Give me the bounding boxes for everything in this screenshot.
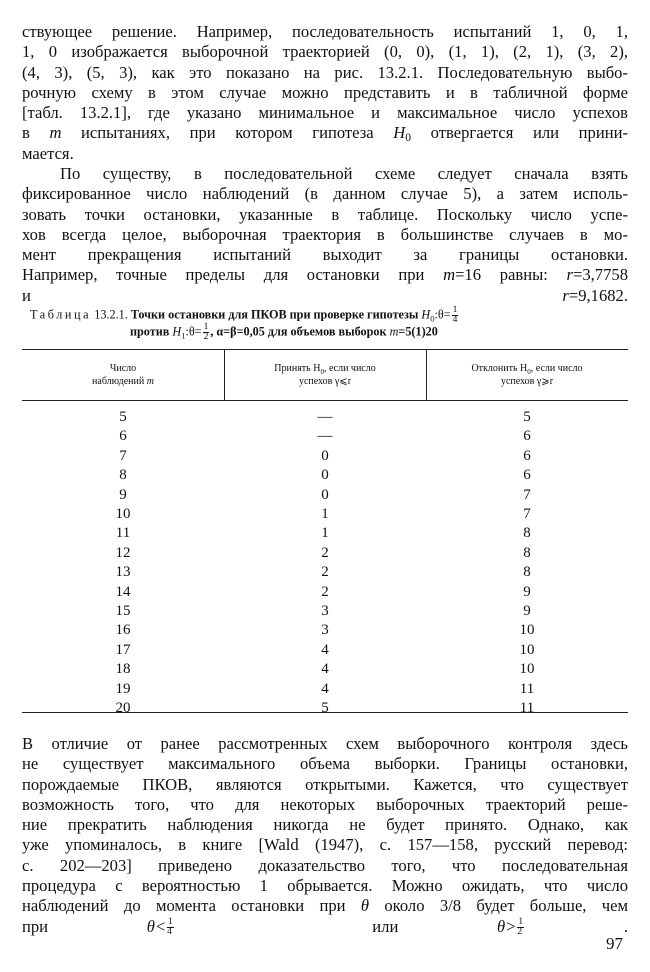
table-cell: 4 <box>321 680 329 697</box>
text-line: зовать точки остановки, указанные в таблице. Поскольку число успе- <box>22 204 628 224</box>
table-cell: 1 <box>321 525 329 542</box>
table-cell: 4 <box>321 641 329 658</box>
table-cell: 5 <box>119 409 127 425</box>
table-cell: 1 <box>321 506 329 522</box>
table-cell: 3 <box>321 622 329 639</box>
table-cell: 2 <box>321 564 329 581</box>
table-cell: 7 <box>523 486 531 503</box>
text-line: 1, 0 изображается выборочной траекторией (0, 0), (1, 1), (2, 1), (3, 2), <box>22 42 628 62</box>
text-line: [табл. 13.2.1], где указано минимальное и максимальное число успехов <box>22 103 628 123</box>
table-cell: 14 <box>115 583 131 600</box>
text-line: в m испытаниях, при котором гипотеза $H_0$ отвергается или прини- <box>22 123 628 145</box>
table-cell: 10 <box>519 641 535 658</box>
page-number: 97 <box>606 934 623 953</box>
paragraph-2 <box>22 164 628 306</box>
table-cell: 6 <box>119 428 127 445</box>
table-cell: 13 <box>115 564 131 581</box>
fraction: $\frac{1}{4}$ <box>452 305 458 325</box>
text-line: при θ< $\frac{1}{4}$ или θ> $\frac{1}{2}$ . <box>22 916 628 938</box>
table-cell: 8 <box>523 564 531 581</box>
text-line: ствующее решение. Например, последовательность испытаний 1, 0, 1, <box>22 22 628 41</box>
table-cell: 0 <box>321 447 329 464</box>
table-cell: 5 <box>321 700 329 716</box>
table-cell: 3 <box>321 603 329 619</box>
text-line: процедура с вероятностью 1 обрывается. Можно ожидать, что число <box>22 876 628 896</box>
text-line: фиксированное число наблюдений (в данном случае 5), а затем исполь- <box>22 184 628 204</box>
data-table <box>22 349 628 716</box>
table-cell: 8 <box>523 525 531 542</box>
table-cell: 16 <box>115 622 131 639</box>
table-cell: 2 <box>321 544 329 561</box>
table-cell: 4 <box>321 661 329 678</box>
table-cell: 9 <box>523 583 531 600</box>
text-line: В отличие от ранее рассмотренных схем выборочного контроля здесь <box>22 734 628 753</box>
text-line: возможность того, что для некоторых выборочных траекторий реше- <box>22 794 628 814</box>
table-cell: 7 <box>119 447 127 464</box>
table-cell: 19 <box>115 680 131 697</box>
text-line: уже упоминалось, в книге [Wald (1947), с. 157—158, русский перевод: <box>22 835 628 855</box>
table-cell: 10 <box>519 622 535 639</box>
table-cell: 8 <box>119 467 127 484</box>
text-line: хов всегда целое, выборочная траектория в большинстве случаев в мо- <box>22 224 628 244</box>
table-cell: 15 <box>115 603 131 619</box>
text-line: мается. <box>22 143 74 163</box>
text-line: с. 202—203] приведено доказательство того, что последовательная <box>22 855 628 875</box>
table-cell: 17 <box>115 641 131 658</box>
text-line: мент прекращения испытаний выходит за границы остановки. <box>22 245 628 265</box>
table-cell: 2 <box>321 583 329 600</box>
table-cell: 8 <box>523 544 531 561</box>
table-cell: 9 <box>523 603 531 619</box>
text-line: По существу, в последовательной схеме следует сначала взять <box>60 164 628 183</box>
column-header-accept: Принять $H_0$, если число успехов γ⩽r <box>274 363 376 387</box>
text-line: порождаемые ПКОВ, являются открытыми. Кажется, что существует <box>22 774 628 794</box>
table-cell: 11 <box>115 525 131 542</box>
table-cell: 10 <box>519 661 535 678</box>
column-header-n: Число наблюдений m <box>92 363 154 387</box>
text-line: ние прекратить наблюдения никогда не будет принято. Однако, как <box>22 815 628 835</box>
table-cell: 0 <box>321 467 329 484</box>
text-line: и r=9,1682. <box>22 285 628 305</box>
column-header-reject: Отклонить $H_0$, если число успехов γ⩾r <box>471 363 583 387</box>
table-cell: 10 <box>115 506 131 522</box>
text-line: Например, точные пределы для остановки при m=16 равны: r=3,7758 <box>22 265 628 285</box>
table-cell: 6 <box>523 467 531 484</box>
table-cell: 12 <box>115 544 131 561</box>
table-cell: 18 <box>115 661 131 678</box>
table-cell: 5 <box>523 409 531 425</box>
book-page: ствующее решение. Например, последовательность испытаний 1, 0, 1, 1, 0 изображается выборочной траекторией (0, 0), (1, 1), (2, 1), (3, 2), (4, 3), (5, 3), как это показано на рис. 13.2.1. Последовательную выбо- рочную схему в этом случае можно представить и в табличной форме [табл. 13.2.1], где указано минимальное и максимальное число успехов в m испытаниях, при котором гипотеза $H_0$ отвергается или прини- мается. По существу, в последовательной схеме следует сначала взять фиксированное число наблюдений (в данном случае 5), а затем исполь- зовать точки остановки, указанные в таблице. Поскольку число успе- хов всегда целое, выборочная траектория в большинстве случаев в мо- мент прекращения испытаний выходит за границы остановки. Например, точные пределы для остановки при m=16 равны: r=3,7758 и r=9,1682. Таблица 13.2.1. Точки остановки для ПКОВ при проверке гипотезы $H_0:\theta=$ $\frac{1}{4}$ против $H_1:\theta=$ $\frac{1}{2}$ , α=β=0,05 для объемов выборок m=5(1)20 Число наблюдений m Принять $H_0$, если число успехов γ⩽r Отклонить $H_0$, если число успехов γ⩾r 5 — 5 6 — 6 7 0 6 8 0 6 9 0 7 10 1 7 11 1 8 12 2 8 13 2 8 14 2 9 15 3 9 16 3 10 17 4 10 18 4 10 19 4 11 20 5 11 В отличие от ранее рассмотренных схем выборочного контроля здесь не существует максимального объема выборки. Границы остановки, порождаемые ПКОВ, являются открытыми. Кажется, что существует возможность того, что для некоторых выборочных траекторий реше- ние прекратить наблюдения никогда не будет принято. Однако, как уже упоминалось, в книге [Wald (1947), с. 157—158, русский перевод: с. 202—203] приведено доказательство того, что последовательная процедура с вероятностью 1 обрывается. Можно ожидать, что число наблюдений до момента остановки при θ около 3/8 будет больше, чем при θ< $\frac{1}{4}$ или θ> $\frac{1}{2}$ . 97 <box>22 22 628 953</box>
table-cell: — <box>317 409 333 425</box>
text-line: рочную схему в этом случае можно представить и в табличной форме <box>22 82 628 102</box>
table-cell: 11 <box>519 700 535 716</box>
table-cell: 0 <box>321 486 329 503</box>
fraction: $\frac{1}{4}$ <box>167 917 173 938</box>
paragraph-3 <box>22 734 628 937</box>
table-cell: 11 <box>519 680 535 697</box>
table-cell: — <box>317 428 333 445</box>
header-divider <box>22 400 628 401</box>
table-cell: 6 <box>523 428 531 445</box>
table-cell: 20 <box>115 700 131 716</box>
table-cell: 9 <box>119 486 127 503</box>
fraction: $\frac{1}{2}$ <box>203 322 209 342</box>
paragraph-1 <box>22 22 628 164</box>
table-cell: 7 <box>523 506 531 522</box>
text-line: не существует максимального объема выборки. Границы остановки, <box>22 754 628 774</box>
text-line: наблюдений до момента остановки при θ около 3/8 будет больше, чем <box>22 896 628 916</box>
fraction: $\frac{1}{2}$ <box>517 917 524 938</box>
table-cell: 6 <box>523 447 531 464</box>
text-line: (4, 3), (5, 3), как это показано на рис. 13.2.1. Последовательную выбо- <box>22 62 628 82</box>
